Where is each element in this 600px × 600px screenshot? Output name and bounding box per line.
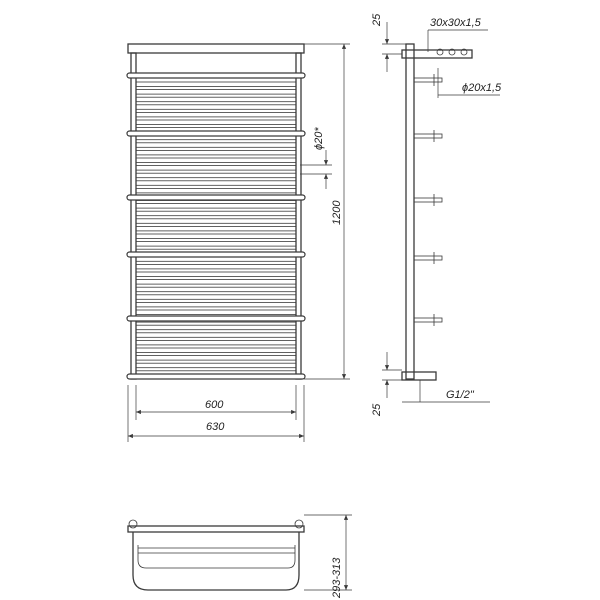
crossbar bbox=[136, 280, 296, 285]
front-crossbars bbox=[136, 82, 296, 375]
dim-inner-width: 600 bbox=[205, 399, 224, 411]
right-collector bbox=[296, 53, 301, 379]
dim-bottom-offset: 25 bbox=[371, 403, 383, 416]
plan-outer-loop bbox=[133, 532, 299, 590]
shelf-rail bbox=[127, 131, 305, 136]
crossbar bbox=[136, 242, 296, 247]
crossbar bbox=[136, 188, 296, 193]
dim-outer-width: 630 bbox=[206, 421, 225, 433]
side-bar-stubs bbox=[414, 74, 442, 326]
plan-inner-loop bbox=[138, 545, 295, 568]
dim-bar-profile: ϕ20x1,5 bbox=[462, 82, 502, 94]
crossbar bbox=[136, 264, 296, 269]
shelf-rail bbox=[127, 316, 305, 321]
crossbar bbox=[136, 287, 296, 292]
shelf-rail bbox=[127, 252, 305, 257]
crossbar bbox=[136, 302, 296, 307]
crossbar bbox=[136, 112, 296, 117]
shelf-rail bbox=[127, 374, 305, 379]
crossbar bbox=[136, 295, 296, 300]
front-view bbox=[127, 44, 350, 442]
crossbar bbox=[136, 143, 296, 148]
side-stub bbox=[414, 256, 442, 260]
side-view bbox=[371, 13, 502, 417]
crossbar bbox=[136, 158, 296, 163]
crossbar bbox=[136, 166, 296, 171]
dim-bar-diameter: ϕ20* bbox=[313, 127, 325, 150]
dim-height: 1200 bbox=[331, 200, 343, 225]
crossbar bbox=[136, 204, 296, 209]
top-frame bbox=[128, 44, 304, 53]
side-stub bbox=[414, 198, 442, 202]
crossbar bbox=[136, 348, 296, 353]
dim-collector-profile: 30x30x1,5 bbox=[430, 17, 481, 29]
side-stub bbox=[414, 318, 442, 322]
crossbar bbox=[136, 356, 296, 361]
crossbar bbox=[136, 219, 296, 224]
shelf-rail bbox=[127, 195, 305, 200]
crossbar bbox=[136, 333, 296, 338]
crossbar bbox=[136, 120, 296, 125]
dim-thread: G1/2" bbox=[446, 389, 474, 401]
crossbar bbox=[136, 97, 296, 102]
crossbar bbox=[136, 181, 296, 186]
dim-depth: 293-313 bbox=[331, 557, 343, 598]
side-collector bbox=[406, 44, 414, 379]
side-stub bbox=[414, 134, 442, 138]
crossbar bbox=[136, 226, 296, 231]
crossbar bbox=[136, 325, 296, 330]
crossbar bbox=[136, 211, 296, 216]
plan-wall-rail bbox=[128, 526, 304, 532]
crossbar bbox=[136, 310, 296, 315]
crossbar bbox=[136, 105, 296, 110]
crossbar bbox=[136, 82, 296, 87]
left-collector bbox=[131, 53, 136, 379]
crossbar bbox=[136, 272, 296, 277]
crossbar bbox=[136, 173, 296, 178]
crossbar bbox=[136, 150, 296, 155]
dim-top-offset: 25 bbox=[371, 13, 383, 26]
crossbar bbox=[136, 340, 296, 345]
crossbar bbox=[136, 90, 296, 95]
plan-view bbox=[128, 515, 352, 599]
crossbar bbox=[136, 363, 296, 368]
crossbar bbox=[136, 234, 296, 239]
shelf-rail bbox=[127, 73, 305, 78]
